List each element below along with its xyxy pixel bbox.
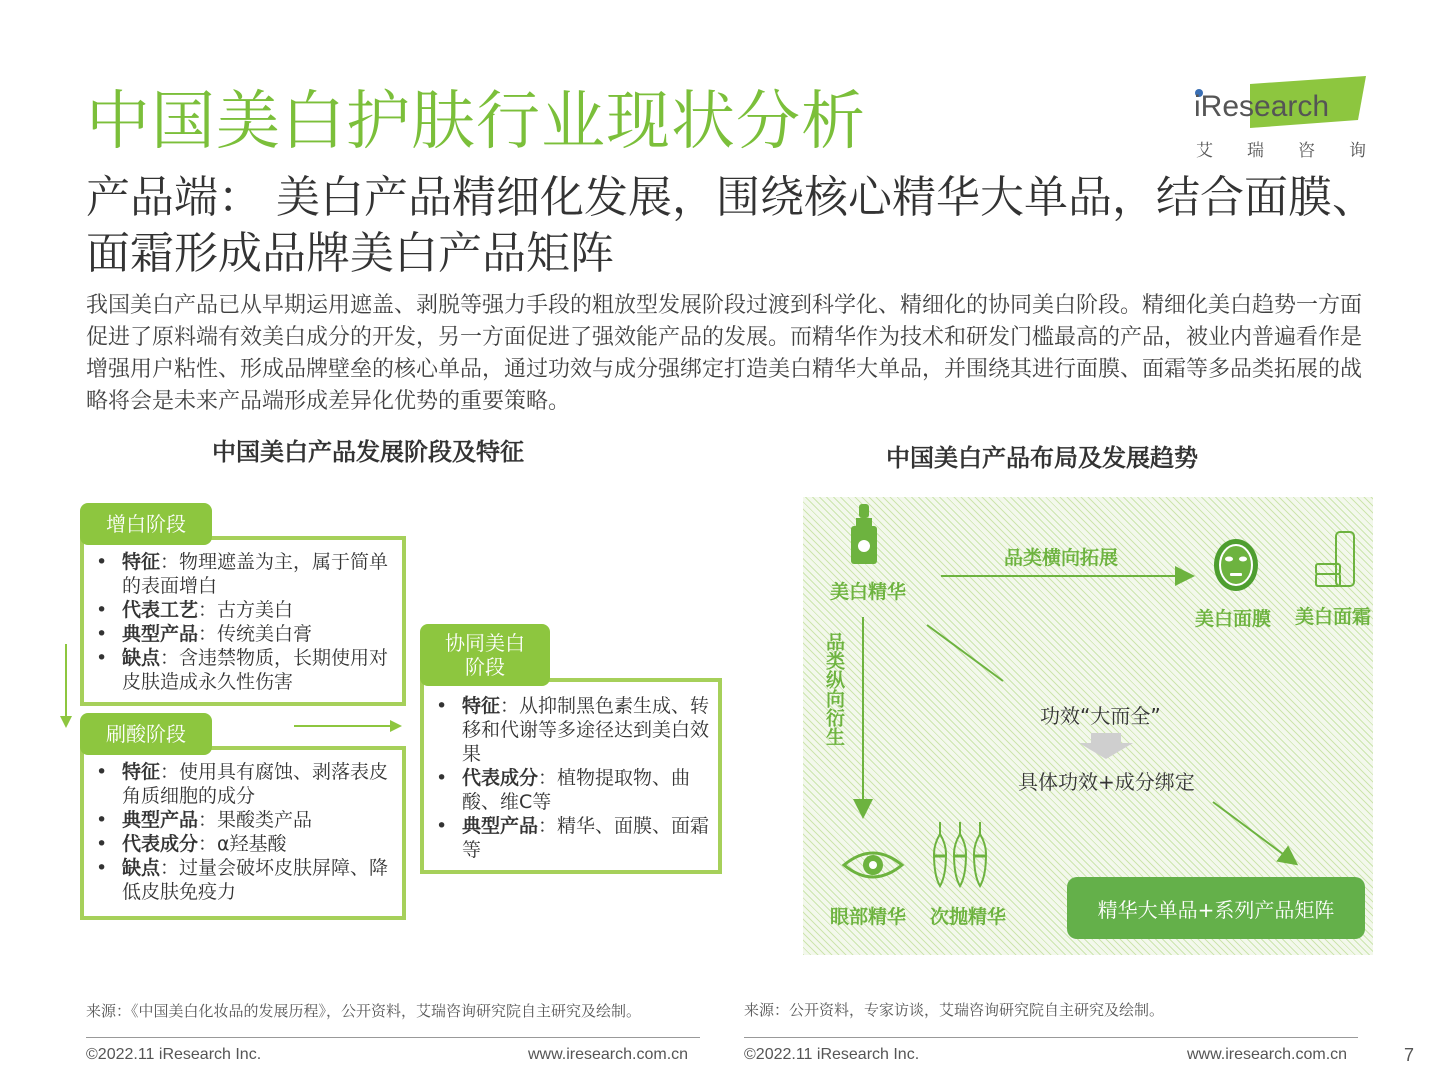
label-eye-serum: 眼部精华 [830, 906, 907, 928]
eye-icon [840, 845, 906, 885]
label-efficacy-all: 功效“大而全” [1040, 704, 1161, 728]
left-panel-heading: 中国美白产品发展阶段及特征 [212, 438, 524, 466]
face-mask-icon [1210, 537, 1262, 593]
label-vertical-derivation: 品类纵向衍生 [823, 632, 845, 746]
footer-url-left[interactable]: www.iresearch.com.cn [528, 1046, 689, 1063]
stage-tag-acid: 刷酸阶段 [80, 713, 212, 755]
label-whitening-cream: 美白面霜 [1295, 606, 1372, 628]
stage-item: • 代表成分：α羟基酸 [96, 832, 396, 856]
stage-item: • 特征：从抑制黑色素生成、转移和代谢等多途径达到美白效果 [436, 694, 712, 766]
iresearch-logo [1190, 76, 1370, 162]
label-efficacy-binding: 具体功效+成分绑定 [1018, 770, 1195, 794]
source-right: 来源：公开资料，专家访谈，艾瑞咨询研究院自主研究及绘制。 [744, 1001, 1165, 1019]
logo-chinese-name [1196, 136, 1366, 161]
footer-copyright-left: ©2022.11 iResearch Inc. [86, 1046, 262, 1063]
page-number: 7 [1404, 1045, 1415, 1065]
down-arrow-icon [56, 640, 76, 730]
logo-wordmark: iResearch [1194, 90, 1330, 123]
stage-item: • 典型产品：果酸类产品 [96, 808, 396, 832]
footer-divider-right [744, 1037, 1358, 1038]
label-whitening-serum: 美白精华 [830, 581, 907, 603]
stage-item: • 代表成分：植物提取物、曲酸、维C等 [436, 766, 712, 814]
page-title: 中国美白护肤行业现状分析 [86, 85, 866, 159]
stage-box-whitening [80, 536, 406, 706]
label-ampoule-serum: 次抛精华 [930, 906, 1007, 928]
stage-item: • 典型产品：传统美白膏 [96, 622, 396, 646]
stage-item: • 缺点：过量会破坏皮肤屏障、降低皮肤免疫力 [96, 856, 396, 904]
footer-divider-left [86, 1037, 700, 1038]
stage-item: • 缺点：含违禁物质，长期使用对皮肤造成永久性伤害 [96, 646, 396, 694]
stage-item: • 特征：物理遮盖为主，属于简单的表面增白 [96, 550, 396, 598]
stage-item: • 特征：使用具有腐蚀、剥落表皮角质细胞的成分 [96, 760, 396, 808]
stage-item: • 代表工艺：古方美白 [96, 598, 396, 622]
ampoule-icon [932, 820, 988, 888]
logo-char: 询 [1349, 141, 1366, 161]
stage-box-acid [80, 746, 406, 920]
intro-paragraph: 我国美白产品已从早期运用遮盖、剥脱等强力手段的粗放型发展阶段过渡到科学化、精细化的协同美白阶段。精细化美白趋势一方面促进了原料端有效美白成分的开发，另一方面促进了强效能产品的发展。而精华作为技术和研发门槛最高的产品，被业内普遍看作是增强用户粘性、形成品牌壁垒的核心单品，通过功效与成分强绑定打造美白精华大单品，并围绕其进行面膜、面霜等多品类拓展的战略将会是未来产品端形成差异化优势的重要策略。 [86, 293, 1363, 414]
stage-tag-synergy: 协同美白阶段 [420, 624, 550, 686]
source-left: 来源：《中国美白化妆品的发展历程》，公开资料，艾瑞咨询研究院自主研究及绘制。 [86, 1002, 642, 1020]
cream-jar-icon [1312, 530, 1360, 590]
footer-copyright-right: ©2022.11 iResearch Inc. [744, 1046, 920, 1063]
right-arrow-icon [290, 716, 406, 736]
right-panel-heading: 中国美白产品布局及发展趋势 [886, 444, 1198, 472]
logo-char: 咨 [1298, 141, 1315, 161]
logo-char: 艾 [1196, 141, 1213, 161]
stage-item: • 典型产品：精华、面膜、面霜等 [436, 814, 712, 862]
serum-bottle-icon [847, 504, 881, 566]
logo-char: 瑞 [1247, 141, 1264, 161]
stage-tag-whitening: 增白阶段 [80, 503, 212, 545]
stage-box-synergy [420, 678, 722, 874]
footer-url-right[interactable]: www.iresearch.com.cn [1187, 1046, 1348, 1063]
product-matrix-box: 精华大单品+系列产品矩阵 [1067, 877, 1365, 939]
label-whitening-mask: 美白面膜 [1195, 608, 1272, 630]
label-horizontal-expansion: 品类横向拓展 [1004, 547, 1119, 569]
page-subtitle: 产品端： 美白产品精细化发展，围绕核心精华大单品，结合面膜、面霜形成品牌美白产品矩阵 [86, 172, 1376, 279]
